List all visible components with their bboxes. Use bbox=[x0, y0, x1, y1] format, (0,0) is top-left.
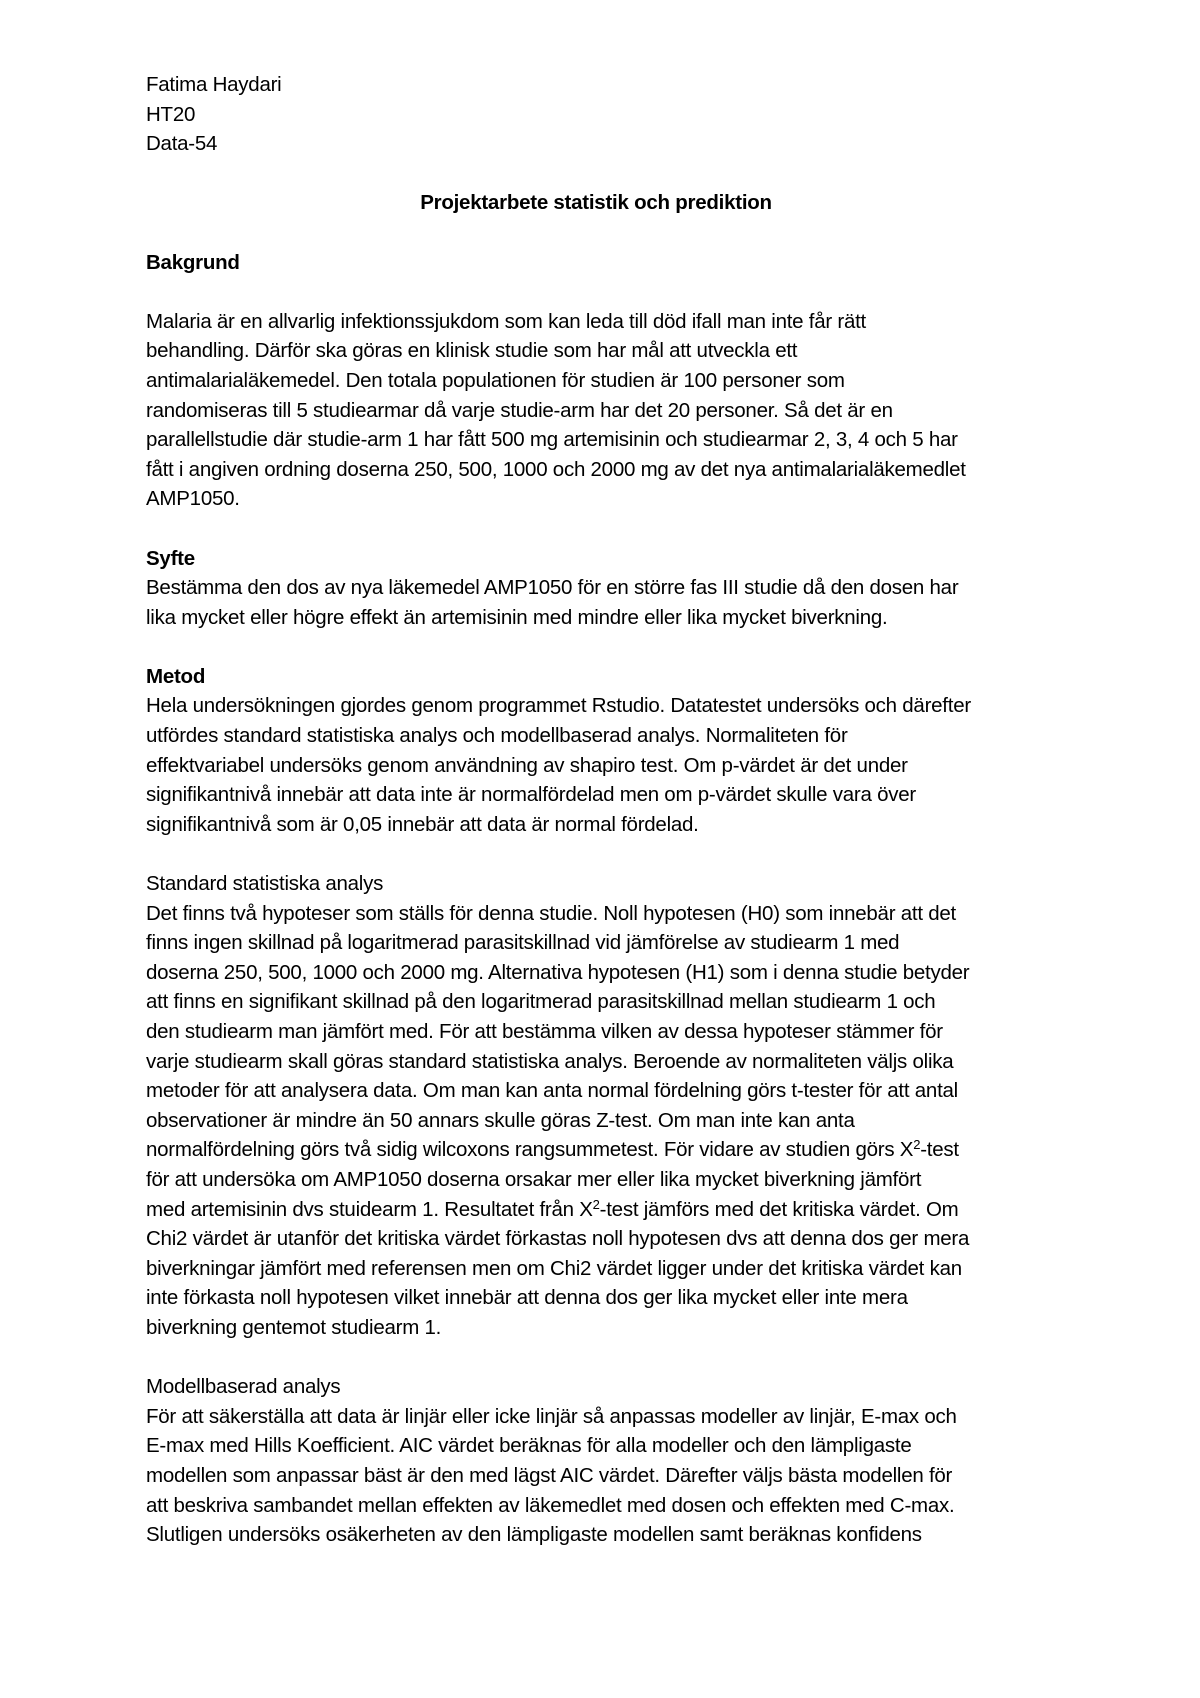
spacer bbox=[146, 839, 1076, 869]
text-line: metoder för att analysera data. Om man kan anta normal fördelning görs t-tester för att antal bbox=[146, 1079, 958, 1103]
text-line: För att säkerställa att data är linjär eller icke linjär så anpassas modeller av linjär, E-max och bbox=[146, 1404, 957, 1428]
text-line: randomiseras till 5 studiearmar då varje studie-arm har det 20 personer. Så det är en bbox=[146, 398, 893, 422]
text-line: biverkningar jämfört med referensen men om Chi2 värdet ligger under det kritiska värdet kan bbox=[146, 1256, 962, 1280]
text-line: den studiearm man jämfört med. För att bestämma vilken av dessa hypoteser stämmer för bbox=[146, 1020, 943, 1043]
section-heading-standard-analys: Standard statistiska analys bbox=[146, 872, 384, 896]
text-line: AMP1050. bbox=[146, 487, 240, 511]
text-line: antimalarialäkemedel. Den totala populationen för studien är 100 personer som bbox=[146, 368, 845, 392]
text-line: lika mycket eller högre effekt än artemisinin med mindre eller lika mycket biverkning. bbox=[146, 605, 888, 629]
text-line: effektvariabel undersöks genom användning av shapiro test. Om p-värdet är det under bbox=[146, 753, 908, 777]
text-line: att finns en signifikant skillnad på den logaritmerad parasitskillnad mellan studiearm 1 och bbox=[146, 990, 936, 1014]
text-line: finns ingen skillnad på logaritmerad parasitskillnad vid jämförelse av studiearm 1 med bbox=[146, 931, 900, 955]
paragraph-bakgrund bbox=[146, 307, 1076, 514]
text-line: inte förkasta noll hypotesen vilket innebär att denna dos ger lika mycket eller inte mera bbox=[146, 1286, 908, 1310]
text-fragment: -test jämförs med det kritiska värdet. Om bbox=[599, 1197, 959, 1221]
term-label: HT20 bbox=[146, 102, 196, 126]
paragraph-metod bbox=[146, 691, 1076, 839]
spacer bbox=[146, 632, 1076, 662]
text-line: signifikantnivå innebär att data inte är normalfördelad men om p-värdet skulle vara över bbox=[146, 783, 916, 807]
text-line: doserna 250, 500, 1000 och 2000 mg. Alternativa hypotesen (H1) som i denna studie betyder bbox=[146, 960, 970, 984]
section-heading-modellbaserad-analys: Modellbaserad analys bbox=[146, 1375, 341, 1399]
text-fragment: normalfördelning görs två sidig wilcoxons rangsummetest. För vidare av studien görs X bbox=[146, 1138, 914, 1162]
section-heading-bakgrund: Bakgrund bbox=[146, 250, 240, 274]
text-line: Det finns två hypoteser som ställs för denna studie. Noll hypotesen (H0) som innebär att det bbox=[146, 901, 956, 925]
paragraph-standard-analys bbox=[146, 899, 1076, 1343]
text-line: observationer är mindre än 50 annars skulle göras Z-test. Om man inte kan anta bbox=[146, 1108, 855, 1132]
text-line: fått i angiven ordning doserna 250, 500, 1000 och 2000 mg av det nya antimalarialäkemedlet bbox=[146, 457, 966, 481]
text-line: Malaria är en allvarlig infektionssjukdom som kan leda till död ifall man inte får rätt bbox=[146, 309, 867, 333]
document-page bbox=[146, 70, 1076, 1550]
section-heading-metod: Metod bbox=[146, 664, 206, 688]
spacer bbox=[146, 514, 1076, 544]
text-line: varje studiearm skall göras standard statistiska analys. Beroende av normaliteten väljs olika bbox=[146, 1049, 954, 1073]
text-line: parallellstudie där studie-arm 1 har fått 500 mg artemisinin och studiearmar 2, 3, 4 och 5 har bbox=[146, 428, 958, 452]
text-line-chi-square-2 bbox=[146, 1195, 1076, 1225]
paragraph-syfte bbox=[146, 573, 1076, 632]
spacer bbox=[146, 218, 1076, 248]
document-title: Projektarbete statistik och prediktion bbox=[420, 191, 772, 215]
superscript: 2 bbox=[913, 1137, 921, 1153]
text-line: E-max med Hills Koefficient. AIC värdet beräknas för alla modeller och den lämpligaste bbox=[146, 1434, 912, 1458]
text-fragment: -test bbox=[920, 1138, 959, 1162]
text-fragment: med artemisinin dvs stuidearm 1. Resultatet från X bbox=[146, 1197, 593, 1221]
text-line: att beskriva sambandet mellan effekten av läkemedlet med dosen och effekten med C-max. bbox=[146, 1493, 955, 1517]
course-code: Data-54 bbox=[146, 132, 218, 156]
text-line: Hela undersökningen gjordes genom programmet Rstudio. Datatestet undersöks och därefter bbox=[146, 694, 971, 718]
text-line: signifikantnivå som är 0,05 innebär att data är normal fördelad. bbox=[146, 812, 699, 836]
text-line: modellen som anpassar bäst är den med lägst AIC värdet. Därefter väljs bästa modellen för bbox=[146, 1463, 953, 1487]
superscript: 2 bbox=[592, 1196, 600, 1212]
text-line: Chi2 värdet är utanför det kritiska värdet förkastas noll hypotesen dvs att denna dos ger mera bbox=[146, 1227, 970, 1251]
text-line: för att undersöka om AMP1050 doserna orsakar mer eller lika mycket biverkning jämfört bbox=[146, 1167, 922, 1191]
text-line: biverkning gentemot studiearm 1. bbox=[146, 1315, 442, 1339]
text-line-chi-square-1 bbox=[146, 1135, 1076, 1165]
spacer bbox=[146, 1343, 1076, 1373]
text-line: utfördes standard statistiska analys och modellbaserad analys. Normaliteten för bbox=[146, 724, 848, 748]
paragraph-modellbaserad-analys bbox=[146, 1402, 1076, 1550]
text-line: Bestämma den dos av nya läkemedel AMP1050 för en större fas III studie då den dosen har bbox=[146, 576, 959, 600]
author-name: Fatima Haydari bbox=[146, 73, 282, 96]
text-line: behandling. Därför ska göras en klinisk studie som har mål att utveckla ett bbox=[146, 339, 798, 363]
spacer bbox=[146, 277, 1076, 307]
section-heading-syfte: Syfte bbox=[146, 546, 195, 570]
text-line: Slutligen undersöks osäkerheten av den lämpligaste modellen samt beräknas konfidens bbox=[146, 1523, 922, 1547]
